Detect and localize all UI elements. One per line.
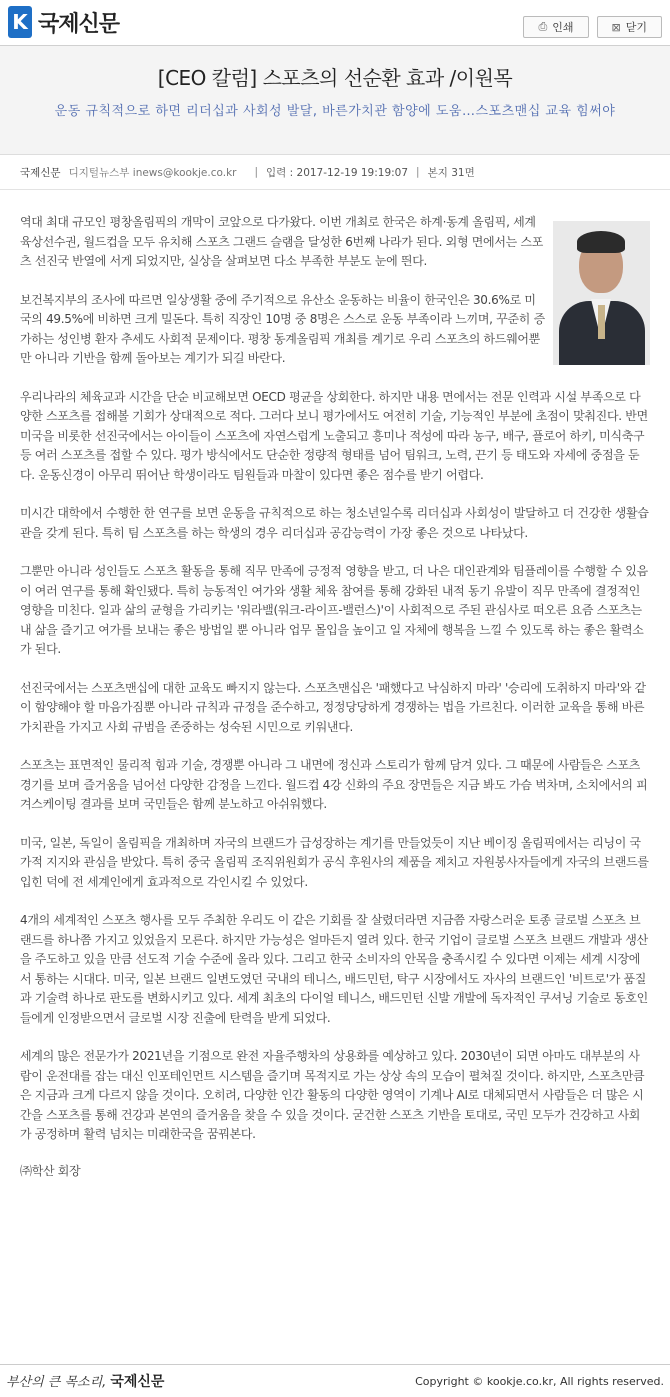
footer-slogan-block bbox=[6, 1371, 164, 1391]
site-logo[interactable] bbox=[8, 6, 119, 38]
article-meta bbox=[0, 155, 670, 190]
print-button[interactable] bbox=[523, 16, 588, 38]
photo-tie bbox=[598, 305, 605, 339]
paragraph: 우리나라의 체육교과 시간을 단순 비교해보면 OECD 평균을 상회한다. 하지만 내용 면에서는 전문 인력과 시설 부족으로 다양한 스포츠를 접해볼 기회가 상대적으로 적다. 그러다 보니 평가에서도 여전히 기술, 기능적인 부분에 초점이 맞춰진다. 반면 미국을 비롯한 선진국에서는 아이들이 스포츠에 자연스럽게 노출되고 흥미나 적성에 따라 농구, 배구, 플로어 하키, 미식축구 등 여러 스포츠를 접할 수 있다. 평가 방식에서도 단순한 정량적 형태를 넘어 팀워크, 노력, 끈기 등 태도와 자세에 중점을 둔다. 운동신경이 아무리 뛰어난 학생이라도 팀원들과 마찰이 있다면 좋은 점수를 받기 어렵다. bbox=[20, 389, 648, 482]
close-button[interactable] bbox=[597, 16, 662, 38]
paragraph: 역대 최대 규모인 평창올림픽의 개막이 코앞으로 다가왔다. 이번 개최로 한국은 하계·동계 올림픽, 세계육상선수권, 월드컵을 모두 유치해 스포츠 그랜드 슬램을 달성한 6번째 나라가 된다. 외형 면에서는 스포츠 선진국 반열에 서게 되었지만, 실상을 살펴보면 다소 부족한 부분도 눈에 띈다. bbox=[20, 215, 544, 268]
paragraph: 그뿐만 아니라 성인들도 스포츠 활동을 통해 직무 만족에 긍정적 영향을 받고, 더 나은 대인관계와 팀플레이를 수행할 수 있음이 여러 연구를 통해 확인됐다. 특히 능동적인 여가와 생활 체육 참여를 통해 강화된 내적 동기 유발이 직무 만족에 결정적인 영향을 미친다. 일과 삶의 균형을 가리키는 '워라밸(워크-라이프-밸런스)'이 사회적으로 주된 관심사로 떠오른 요즘 스포츠는 내 삶을 즐기고 여가를 보내는 좋은 방법일 뿐 아니라 업무 몰입을 높이고 일 자체에 행복을 느낄 수 있도록 하는 좋은 활력소가 된다. bbox=[20, 564, 648, 656]
footer-slogan: 부산의 큰 목소리, bbox=[6, 1375, 107, 1390]
writer-info: 디지털뉴스부 inews@kookje.co.kr bbox=[68, 166, 237, 179]
tool-buttons bbox=[523, 16, 662, 38]
logo-k-icon: K bbox=[8, 6, 32, 38]
paragraph: 세계의 많은 전문가가 2021년을 기점으로 완전 자율주행차의 상용화를 예상하고 있다. 2030년이 되면 아마도 대부분의 사람이 운전대를 잡는 대신 인포테인먼트 시스템을 즐기며 목적지로 가는 상상 속의 모습이 펼쳐질 것이다. 하지만, 스포츠만큼은 지금과 크게 다르지 않을 것이다. 오히려, 다양한 인간 활동의 다양한 영역이 기계나 AI로 대체되면서 사람들은 더 많은 시간을 스포츠를 통해 건강과 본연의 즐거움을 찾을 수 있을 것이다. 굳건한 스포츠 기반을 토대로, 국민 모두가 건강하고 사회가 공정하며 활력 넘치는 미래한국을 꿈꿔본다. bbox=[20, 1049, 645, 1141]
logo-text: 국제신문 bbox=[38, 11, 120, 37]
top-bar bbox=[0, 0, 670, 46]
paragraph: 보건복지부의 조사에 따르면 일상생활 중에 주기적으로 유산소 운동하는 비율이 한국인은 30.6%로 미국의 49.5%에 비하면 크게 밀돈다. 특히 직장인 10명 중 8명은 스스로 운동 부족이라 느끼며, 꾸준히 증가하는 성인병 환자 추세도 사회적 문제이다. 평창 동계올림픽 개최를 계기로 우리 스포츠의 하드웨어뿐만 아니라 기반을 함께 돌아보는 계기가 되길 바란다. bbox=[20, 292, 545, 365]
printer-icon: ⎙ bbox=[538, 20, 548, 33]
paragraph: 4개의 세계적인 스포츠 행사를 모두 주최한 우리도 이 같은 기회를 잘 살렸더라면 지금쯤 자랑스러운 토종 글로벌 스포츠 브랜드를 하나쯤 가지고 있었을지 모른다. 하지만 가능성은 얼마든지 열려 있다. 한국 기업이 글로벌 스포츠 브랜드 개발과 생산을 주도하고 있을 만큼 선도적 기술 수준에 올라 있다. 그리고 한국 소비자의 안목을 충족시킬 수 있다면 이제는 세계 시장에서 통하는 시대다. 미국, 일본 브랜드 일변도였던 국내의 테니스, 배드민턴, 탁구 시장에서도 자사의 브랜드인 '비트로'가 품질과 기술력 하나로 판도를 변화시키고 있다. 세계 최초의 다이얼 테니스, 배드민턴 신발 개발에 독자적인 쿠셔닝 기술로 동호인들에게 인정받으면서 글로벌 시장 진출에 탄력을 받게 되었다. bbox=[20, 913, 648, 1025]
meta-divider: | bbox=[416, 166, 420, 178]
page-info: 본지 31면 bbox=[427, 166, 475, 179]
close-label: 닫기 bbox=[625, 21, 647, 34]
article-title: [CEO 칼럼] 스포츠의 선순환 효과 /이원목 bbox=[157, 66, 513, 90]
close-icon: ⊠ bbox=[611, 20, 621, 34]
article-subtitle: 운동 규칙적으로 하면 리더십과 사회성 발달, 바른가치관 함양에 도움…스포츠맨십 교육 힘써야 bbox=[54, 104, 616, 119]
paragraph: 스포츠는 표면적인 물리적 힘과 기술, 경쟁뿐 아니라 그 내면에 정신과 스토리가 함께 담겨 있다. 그 때문에 사람들은 스포츠 경기를 보며 즐거움을 넘어선 다양한 감정을 느낀다. 월드컵 4강 신화의 주요 장면들은 지금 봐도 가슴 벅차며, 소치에서의 피겨스케이팅 결과를 보며 국민들은 함께 분노하고 아쉬워했다. bbox=[20, 758, 648, 811]
footer-brand: 국제신문 bbox=[110, 1374, 165, 1390]
footer bbox=[0, 1364, 670, 1397]
author-signature: ㈜학산 회장 bbox=[20, 1163, 81, 1178]
meta-divider: | bbox=[254, 166, 259, 178]
copyright: Copyright © kookje.co.kr, All rights reserved. bbox=[415, 1374, 664, 1388]
article-body bbox=[0, 190, 670, 1181]
press-name: 국제신문 bbox=[20, 166, 61, 179]
publish-date: 입력 : 2017-12-19 19:19:07 bbox=[266, 166, 409, 179]
photo-hair bbox=[577, 231, 625, 253]
print-label: 인쇄 bbox=[552, 21, 574, 34]
paragraph: 선진국에서는 스포츠맨십에 대한 교육도 빠지지 않는다. 스포츠맨십은 '패했다고 낙심하지 마라' '승리에 도취하지 마라'와 같이 함양해야 할 마음가짐뿐 아니라 규칙과 규정을 준수하고, 정정당당하게 경쟁하는 법을 가르친다. 이러한 교육을 통해 바른 가치관을 가지고 사회 규범을 존중하는 성숙된 시민으로 키워낸다. bbox=[20, 680, 646, 734]
paragraph: 미시간 대학에서 수행한 한 연구를 보면 운동을 규칙적으로 하는 청소년일수록 리더십과 사회성이 발달하고 더 건강한 생활습관을 갖게 된다. 특히 팀 스포츠를 하는 학생의 경우 리더십과 공감능력이 가장 좋은 것으로 나타났다. bbox=[20, 506, 649, 540]
author-photo bbox=[553, 221, 650, 365]
paragraph: 미국, 일본, 독일이 올림픽을 개최하며 자국의 브랜드가 급성장하는 계기를 만들었듯이 지난 베이징 올림픽에서는 리닝이 국가적 지지와 관심을 받았다. 특히 중국 올림픽 조직위원회가 공식 후원사의 제품을 제치고 자원봉사자들에게 자국의 브랜드를 입힌 덕에 전 세계인에게 효과적으로 각인시킬 수 있었다. bbox=[20, 835, 649, 889]
title-area bbox=[0, 46, 670, 155]
